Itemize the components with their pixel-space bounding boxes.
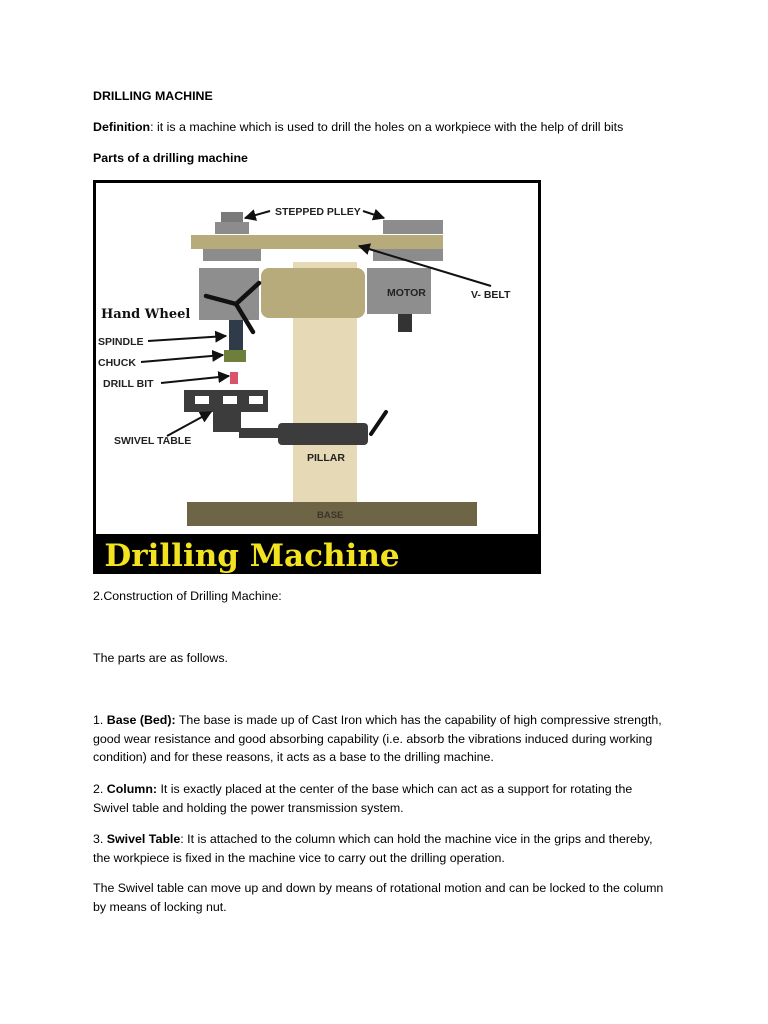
label-base: BASE: [317, 510, 344, 521]
swivel-table-stem: [213, 412, 241, 432]
item-name: Column:: [106, 782, 158, 796]
item-number: 1.: [93, 713, 107, 727]
label-spindle: SPINDLE: [98, 336, 144, 348]
parts-list-item: [93, 780, 668, 817]
drilling-machine-diagram: [93, 180, 541, 574]
spindle-shape: [229, 320, 243, 350]
label-swivel-table: SWIVEL TABLE: [114, 435, 192, 447]
construction-heading: 2.Construction of Drilling Machine:: [93, 589, 282, 603]
label-hand-wheel: Hand Wheel: [101, 307, 191, 322]
item-number: 3.: [93, 832, 107, 846]
parts-heading: Parts of a drilling machine: [93, 151, 248, 165]
motor-shaft: [398, 314, 412, 332]
drill-bit-shape: [230, 372, 238, 384]
parts-list-item: [93, 830, 668, 867]
label-stepped-pulley: STEPPED PLLEY: [275, 206, 361, 218]
label-chuck: CHUCK: [98, 357, 136, 369]
column-collar-shape: [261, 268, 365, 318]
definition-text: : it is a machine which is used to drill the holes on a workpiece with the help of drill bits: [150, 120, 624, 134]
table-clamp-shape: [278, 423, 368, 445]
definition-paragraph: [93, 118, 623, 137]
item-text: It is exactly placed at the center of the base which can act as a support for rotating the Swivel table and holding the power transmission system.: [93, 782, 633, 815]
left-pulley-top: [221, 212, 243, 222]
item-number: 2.: [93, 782, 107, 796]
definition-label: Definition: [93, 120, 151, 134]
item-text: The base is made up of Cast Iron which has the capability of high compressive strength, good wear resistance and good absorbing capability (i.e. absorb the vibrations induced during working condition) and for these reasons, it acts as a base to the drilling machine.: [93, 713, 662, 764]
pulley-bar-shape: [191, 235, 443, 249]
swivel-table-note: The Swivel table can move up and down by means of rotational motion and can be locked to the column by means of locking nut.: [93, 881, 664, 914]
figure-caption: Drilling Machine: [104, 538, 400, 574]
document-title: DRILLING MACHINE: [93, 89, 213, 103]
chuck-shape: [224, 350, 246, 362]
label-motor: MOTOR: [387, 287, 426, 299]
parts-list-item: [93, 711, 668, 767]
item-name: Base (Bed):: [106, 713, 176, 727]
label-v-belt: V- BELT: [471, 289, 511, 301]
left-pulley-step: [215, 222, 249, 234]
item-name: Swivel Table: [106, 832, 181, 846]
swivel-table-arm: [239, 428, 279, 438]
right-pulley-bottom: [373, 249, 443, 261]
label-pillar: PILLAR: [307, 452, 345, 464]
parts-intro: The parts are as follows.: [93, 651, 228, 665]
item-text: : It is attached to the column which can hold the machine vice in the grips and thereby, the workpiece is fixed in the machine vice to carry out the drilling operation.: [93, 832, 653, 865]
left-pulley-bottom: [203, 249, 261, 261]
right-pulley-top: [383, 220, 443, 234]
label-drill-bit: DRILL BIT: [103, 378, 154, 390]
